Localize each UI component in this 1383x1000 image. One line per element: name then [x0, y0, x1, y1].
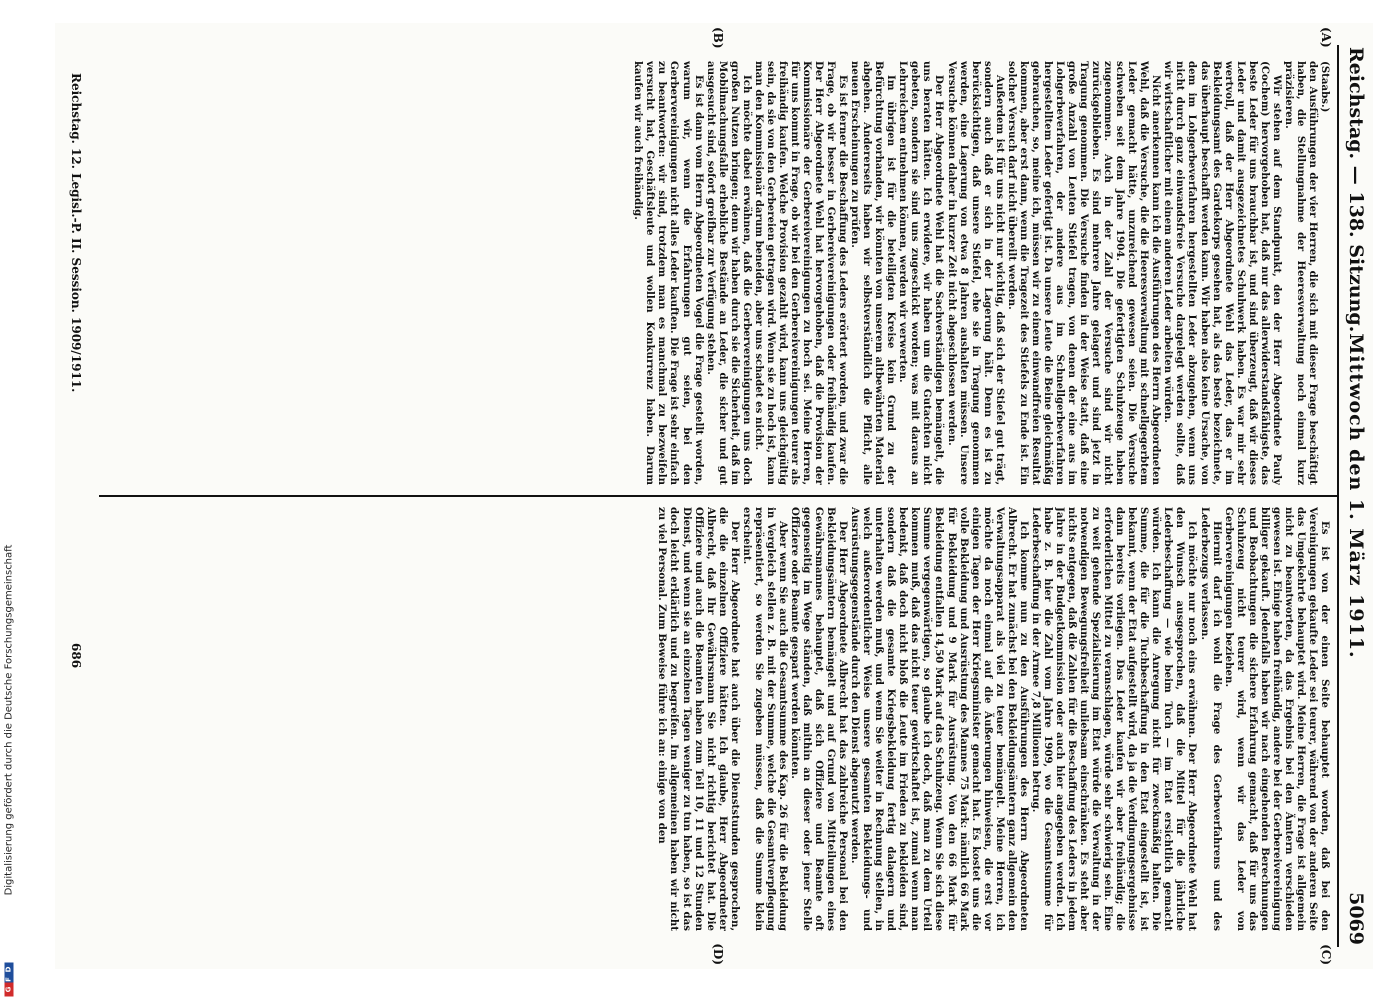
margin-mark-a: (A): [1319, 27, 1333, 48]
paragraph: Wir stehen auf dem Standpunkt, den der Herr Abgeordnete Pauly (Cochem) hervorgehoben hat, daß nur das allerwiderstandsfähigste, das beste Leder für uns brauchbar ist, und sind überzeugt, daß wir dieses Leder und damit ausgezeichnetes Schuhwerk haben. Es war mir sehr wertvoll, daß der Herr Abgeordnete Wehl das Leder, das er im Bekleidungsamt des Gardekorps gesehen hat, als das beste bezeichnete, das überhaupt beschafft werden kann. Wir haben also keine Ursache, von dem im Lohgerbeverfahren hergestellten Leder abzugehen, wenn uns nicht durch ganz einwandsfreie Versuche dargelegt werden sollte, daß wir wirtschaftlicher mit einem anderen Leder arbeiten würden.: [1162, 61, 1283, 485]
digitization-notice-text: Digitalisierung gefördert durch die Deutsche Forschungsgemeinschaft: [3, 544, 15, 896]
paragraph: Ich möchte dabei erwähnen, daß die Gerbervereinigungen uns doch großen Nutzen bringen; denn wir haben durch sie die Sicherheit, daß im Mobilmachungsfalle erhebliche Bestände an Leder, die sicher und gut ausgesucht sind, sofort greifbar zur Verfügung stehen.: [704, 61, 753, 485]
paragraph: Es ist dann vom Herrn Abgeordneten Vogel die Frage gestellt worden, warum wir, wenn die Erfahrungen gut seien, bei den Gerbervereinigungen nicht alles Leder kauften. Die Frage ist sehr einfach zu beantworten: wir sind, trotzdem man es manchmal zu bezweifeln versucht hat, Geschäftsleute und wollen Konkurrenz haben. Darum kaufen wir auch freihändig.: [632, 61, 705, 485]
paragraph: den Ausführungen der vier Herren, die sich mit dieser Frage beschäftigt haben, die Stellungnahme der Heeresverwaltung noch einmal kurz präzisieren.: [1282, 61, 1319, 485]
page-footer: [65, 49, 87, 943]
paragraph: Ich möchte nur noch eins erwähnen. Der Herr Abgeordnete Wehl hat den Wunsch ausgesprochen, daß die Mittel für die jährliche Lederbeschaffung — wie beim Tuch — im Etat ersichtlich gemacht würden. Ich kann die Anregung nicht für zweckmäßig halten. Die Summe, die für die Tuchbeschaffung in den Etat eingestellt ist, ist bekannt, wenn der Etat aufgestellt wird, da ja die Verdingungsergebnisse dann bereits vorliegen. Das Leder kaufen wir aber freihändig; die erforderlichen Mittel zu veranschlagen, würde sehr schwierig sein. Eine zu weit gehende Spezialisierung im Etat würde die Verwaltung in der notwendigen Bewegungsfreiheit unliebsam einschränken. Es steht aber nichts entgegen, daß die Zahlen für die Beschaffung des Leders in jedem Jahre in der Budgetkommission oder auch hier angegeben werden. Ich habe z. B. hier die Zahl vom Jahre 1909, wo die Gesamtsumme für Lederbeschaffung in der Armee 7,8 Millionen betrug.: [1029, 507, 1199, 931]
margin-mark-c: (C): [1319, 944, 1333, 965]
rotated-page: [55, 23, 1373, 969]
paragraph: Der Herr Abgeordnete Wehl hat die Sachverständigen bemängelt, die uns beraten hätten. Ich erwidere, wir haben um die Gutachten nicht gebeten, sondern sie sind uns zugeschickt worden; was mit daraus an Lehrreichem entnehmen können, werden wir verwerten.: [897, 61, 946, 485]
paragraph: Nicht anerkennen kann ich die Ausführungen des Herrn Abgeordneten Wehl, daß die Versuche, die die Heeresverwaltung mit schnellgegerbtem Leder gemacht hätte, unzureichend gewesen seien. Die Versuche schweben seit dem Jahre 1904. Die gefertigten Schuhzeuge haben zugenommen. Auch in der Zahl der Versuche sind wir nicht zurückgeblieben. Es sind mehrere Jahre gelagert und sind jetzt in Tragung genommen. Die Versuche finden in der Weise statt, daß eine große Anzahl von Leuten Stiefel tragen, von denen der eine aus im Lohgerbeverfahren, der andere aus im Schnellgerbeverfahren hergestelltem Leder gefertigt ist. Da unsere Leute die Beine gleichmäßig gebrauchen, so, meine ich, müssen wir zu einem einwandfreien Resultat kommen, aber erst dann, wenn die Tragezeit des Stiefels zu Ende ist. Ein solcher Versuch darf nicht übereilt werden.: [1005, 61, 1163, 485]
running-head-left: Reichstag. — 138. Sitzung.: [1345, 47, 1367, 333]
paragraph: Außerdem ist für uns nicht nur wichtig, daß sich der Stiefel gut trägt, sondern auch daß er sich in der Lagerung hält. Denn es ist zu berücksichtigen, daß unsere Stiefel, ehe sie in Tragung genommen werden, eine Lagerung von etwa 8 Jahren aushalten müssen. Unsere Versuche können daher in kurzer Zeit nicht abgeschlossen werden.: [945, 61, 1006, 485]
footer-sheet-number: 686: [69, 643, 83, 669]
paragraph: Im übrigen ist für die beteiligten Kreise kein Grund zu der Befürchtung vorhanden, wir könnten von unserem altbewährten Material abgehen. Andererseits haben wir selbstverständlich die Pflicht, alle neuen Erscheinungen zu prüfen.: [849, 61, 898, 485]
margin-mark-d: (D): [711, 943, 725, 965]
running-head: [1341, 47, 1367, 945]
dfg-logo-letter-g: G: [5, 983, 14, 997]
paragraph: Aber wenn Sie auch die Gesamtsumme des Kap. 26 für die Bekleidung in Vergleich stellen z. B. mit der Summe, welche die Gesamtverpflegung repräsentiert, so werden Sie zugeben müssen, daß die Summe klein erscheint.: [740, 507, 789, 931]
margin-mark-b: (B): [711, 27, 725, 49]
running-head-date: Mittwoch den 1. März 1911.: [1345, 333, 1367, 659]
page-number: 5069: [1345, 892, 1367, 945]
paragraph: Der Herr Abgeordnete hat auch über die Dienststunden gesprochen, die die einzelnen Offiziere hätten. Ich glaube, Herr Abgeordneter Albrecht, daß Ihr Gewährsmann Sie nicht richtig berichtet hat. Die Offiziere und auch die Beamten haben zum Teil 10, 11 und 12 Stunden Dienst, und wenn sie an einzelnen Tagen weniger zu tun haben, so ist das doch leicht erklärlich und zu begreifen. Im allgemeinen haben wir nicht zu viel Personal. Zum Beweise führe ich an: einige von den: [656, 507, 741, 931]
column-divider: [99, 495, 1339, 497]
speaker-label: (Staabs.): [1319, 61, 1331, 113]
paragraph: Hiermit darf ich wohl die Frage des Gerbeverfahrens und des Lederbezugs verlassen.: [1198, 507, 1223, 931]
digitization-notice: [0, 0, 18, 1000]
dfg-logo: [1, 965, 17, 995]
left-column: [107, 61, 1331, 485]
footer-signature: Reichstag. 12. Legisl.-P. II. Session. 1909/1911.: [69, 73, 83, 393]
paragraph: Ich komme nun zu den Ausführungen des Herrn Abgeordneten Albrecht. Er hat zunächst bei den Bekleidungsämtern ganz allgemein den Verwaltungsapparat als viel zu teuer bemängelt. Meine Herren, ich möchte da noch einmal auf die Äußerungen hinweisen, die erst vor einigen Tagen der Herr Kriegsminister gemacht hat. Es kostet uns die volle Bekleidung und Ausrüstung des Mannes 75 Mark: nämlich 66 Mark für Bekleidung und 9 Mark für Ausrüstung. Von den 66 Mark für Bekleidung entfallen 14,50 Mark auf das Schuhzeug. Wenn Sie sich diese Summe vergegenwärtigen, so glaube ich doch, daß man zu dem Urteil kommen muß, daß das nicht teuer gewirtschaftet ist, zumal wenn man bedenkt, daß doch nicht bloß die Leute im Frieden zu bekleiden sind, sondern daß die gesamte Kriegsbekleidung fertig dalagern und unterhalten werden muß, und wenn Sie weiter in Rechnung stellen, in welch außerordentlicher Weise unsere gesamten Bekleidungs- und Ausrüstungsgegenstände durch den Dienst abgenutzt werden.: [849, 507, 1030, 931]
right-column: [107, 507, 1331, 931]
dfg-logo-letter-d: D: [5, 963, 14, 977]
paragraph: Es ist ferner die Beschaffung des Leders erörtert worden, und zwar die Frage, ob wir besser in Gerbereivereinigungen oder freihändig kaufen. Der Herr Abgeordnete Wehl hat hervorgehoben, daß die Provision der Kommissionäre der Gerbereivereinigungen zu hoch sei. Meine Herren, für uns kommt in Frage, ob wir bei den Gerbereivereinigungen teurer als freihändig kaufen. Welche Provision gezahlt wird, kann uns gleichgültig sein, da sie von den Gerbereien getragen wird. Wenn sie zu hoch ist, kann man den Kommissionär darum beneiden, aber uns schadet es nicht.: [752, 61, 850, 485]
paragraph: Es ist von der einen Seite behauptet worden, daß bei den Vereinigungen gekaufte Leder sei teurer, während von der anderen Seite das Umgekehrte behauptet wird. Meine Herren, die Frage ist allgemein nicht zu beantworten, da das Ergebnis bei den Ämtern verschieden gewesen ist. Einige haben freihändig, andere bei der Gerbereivereinigung billiger gekauft. Jedenfalls haben wir nach eingehenden Berechnungen und Beobachtungen die sichere Erfahrung gemacht, daß für uns das Schuhzeug nicht teurer wird, wenn wir das Leder von Gerbervereinigungen beziehen.: [1222, 507, 1331, 931]
paragraph: Der Herr Abgeordnete Albrecht hat das zahlreiche Personal bei den Bekleidungsämtern bemängelt und auf Grund von Mitteilungen eines Gewährsmannes behauptet, daß sich Offiziere und Beamte oft gegenseitig im Wege ständen, daß mithin an dieser oder jener Stelle Offiziere oder Beamte gespart werden könnten.: [788, 507, 850, 931]
dfg-logo-letter-f: F: [5, 973, 14, 987]
